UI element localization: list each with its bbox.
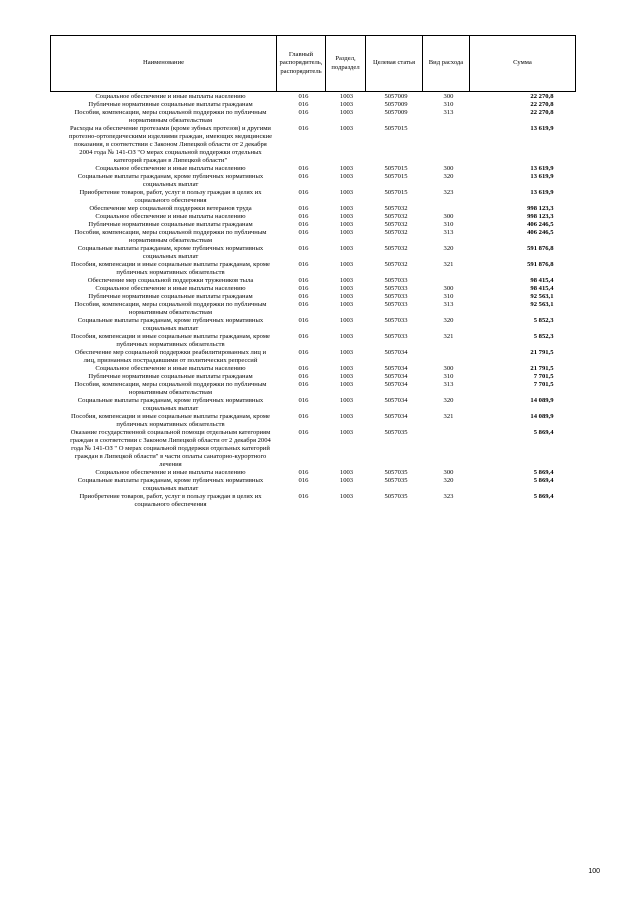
cell-admin: 016 xyxy=(298,285,309,292)
cell-section: 1003 xyxy=(339,285,354,292)
cell-target: 5057034 xyxy=(384,373,408,380)
cell-name: Обеспечение мер социальной поддержки реабилитированных лиц и лиц, признанных пострадавшими от политических репрессий xyxy=(74,349,267,364)
cell-sum: 21 791,5 xyxy=(530,349,554,356)
cell-kind: 313 xyxy=(443,301,454,308)
cell-kind: 313 xyxy=(443,109,454,116)
cell-kind xyxy=(423,349,470,365)
cell-section: 1003 xyxy=(339,333,354,340)
cell-target: 5057032 xyxy=(384,229,408,236)
cell-name: Социальные выплаты гражданам, кроме публичных нормативных социальных выплат xyxy=(77,173,264,188)
cell-section: 1003 xyxy=(339,245,354,252)
cell-admin: 016 xyxy=(298,261,309,268)
cell-kind: 321 xyxy=(443,333,454,340)
cell-target: 5057032 xyxy=(384,205,408,212)
cell-target: 5057015 xyxy=(384,189,408,196)
cell-admin: 016 xyxy=(298,109,309,116)
cell-target: 5057015 xyxy=(384,173,408,180)
table-row xyxy=(51,293,576,301)
cell-name: Социальные выплаты гражданам, кроме публичных нормативных социальных выплат xyxy=(77,245,264,260)
cell-admin: 016 xyxy=(298,229,309,236)
cell-admin: 016 xyxy=(298,373,309,380)
cell-target: 5057033 xyxy=(384,293,408,300)
header-section: Раздел, подраздел xyxy=(326,36,366,92)
table-row xyxy=(51,277,576,285)
cell-admin: 016 xyxy=(298,213,309,220)
cell-target: 5057032 xyxy=(384,245,408,252)
cell-target: 5057033 xyxy=(384,333,408,340)
cell-kind: 320 xyxy=(443,317,454,324)
table-row xyxy=(51,189,576,205)
cell-section: 1003 xyxy=(339,213,354,220)
cell-target: 5057035 xyxy=(384,477,408,484)
cell-kind: 300 xyxy=(443,93,454,100)
table-row xyxy=(51,333,576,349)
cell-target: 5057015 xyxy=(384,125,408,132)
table-row xyxy=(51,397,576,413)
cell-kind xyxy=(423,125,470,165)
cell-sum: 591 876,8 xyxy=(527,245,554,252)
cell-section: 1003 xyxy=(339,93,354,100)
table-row xyxy=(51,429,576,469)
cell-sum: 5 852,3 xyxy=(533,333,554,340)
cell-sum: 92 563,1 xyxy=(530,293,554,300)
cell-section: 1003 xyxy=(339,261,354,268)
cell-admin: 016 xyxy=(298,381,309,388)
cell-kind: 321 xyxy=(443,261,454,268)
cell-sum: 22 270,8 xyxy=(530,109,554,116)
cell-admin: 016 xyxy=(298,173,309,180)
cell-name: Оказание государственной социальной помощи отдельным категориям граждан в соответствии с Законом Липецкой области от 2 декабря 2004 года № 141-ОЗ " О мерах социальной поддержки отдельных категорий граждан в Липецкой области" в части оплаты санаторно-курортного лечения xyxy=(70,429,271,468)
cell-target: 5057033 xyxy=(384,285,408,292)
cell-name: Пособия, компенсации и иные социальные выплаты гражданам, кроме публичных нормативных обязательств xyxy=(71,261,270,276)
cell-name: Социальное обеспечение и иные выплаты населению xyxy=(95,213,246,220)
table-row xyxy=(51,245,576,261)
cell-sum: 13 619,9 xyxy=(530,125,554,132)
cell-sum: 22 270,8 xyxy=(530,101,554,108)
cell-admin: 016 xyxy=(298,429,309,436)
cell-admin: 016 xyxy=(298,365,309,372)
cell-name: Публичные нормативные социальные выплаты гражданам xyxy=(88,373,253,380)
cell-admin: 016 xyxy=(298,205,309,212)
cell-sum: 5 869,4 xyxy=(533,429,554,436)
cell-kind: 313 xyxy=(443,381,454,388)
cell-kind: 321 xyxy=(443,413,454,420)
cell-kind: 323 xyxy=(443,189,454,196)
cell-name: Социальное обеспечение и иные выплаты населению xyxy=(95,469,246,476)
cell-section: 1003 xyxy=(339,429,354,436)
cell-section: 1003 xyxy=(339,477,354,484)
header-admin: Главный распорядитель, распорядитель xyxy=(277,36,326,92)
cell-admin: 016 xyxy=(298,477,309,484)
cell-kind: 320 xyxy=(443,397,454,404)
cell-name: Приобретение товаров, работ, услуг в пользу граждан в целях их социального обеспечения xyxy=(79,189,262,204)
cell-target: 5057033 xyxy=(384,317,408,324)
cell-sum: 5 869,4 xyxy=(533,469,554,476)
cell-sum: 591 876,8 xyxy=(527,261,554,268)
table-row xyxy=(51,493,576,509)
cell-name: Социальное обеспечение и иные выплаты населению xyxy=(95,165,246,172)
table-row xyxy=(51,101,576,109)
cell-name: Публичные нормативные социальные выплаты гражданам xyxy=(88,221,253,228)
cell-admin: 016 xyxy=(298,301,309,308)
cell-admin: 016 xyxy=(298,245,309,252)
cell-target: 5057009 xyxy=(384,109,408,116)
cell-section: 1003 xyxy=(339,317,354,324)
cell-admin: 016 xyxy=(298,93,309,100)
cell-name: Обеспечение мер социальной поддержки ветеранов труда xyxy=(89,205,252,212)
table-row xyxy=(51,317,576,333)
cell-admin: 016 xyxy=(298,277,309,284)
cell-kind: 310 xyxy=(443,101,454,108)
header-name: Наименование xyxy=(51,36,277,92)
cell-name: Пособия, компенсации и иные социальные выплаты гражданам, кроме публичных нормативных обязательств xyxy=(71,333,270,348)
cell-section: 1003 xyxy=(339,277,354,284)
cell-name: Социальные выплаты гражданам, кроме публичных нормативных социальных выплат xyxy=(77,317,264,332)
cell-admin: 016 xyxy=(298,317,309,324)
cell-kind xyxy=(423,277,470,285)
cell-target: 5057032 xyxy=(384,213,408,220)
cell-name: Расходы на обеспечение протезами (кроме зубных протезов) и другими протезно-ортопедическими изделиями граждан, имеющих медицинские показания, в соответствии с Законом Липецкой области от 2 декабря 2004 года № 141-ОЗ "О мерах социальной поддержки отдельных категорий граждан в Липецкой области" xyxy=(68,125,273,164)
cell-admin: 016 xyxy=(298,397,309,404)
cell-kind xyxy=(423,205,470,213)
cell-target: 5057032 xyxy=(384,261,408,268)
cell-sum: 92 563,1 xyxy=(530,301,554,308)
cell-sum: 5 869,4 xyxy=(533,493,554,500)
table-row xyxy=(51,173,576,189)
cell-kind: 300 xyxy=(443,365,454,372)
cell-kind: 313 xyxy=(443,229,454,236)
table-body xyxy=(51,92,576,510)
cell-name: Социальные выплаты гражданам, кроме публичных нормативных социальных выплат xyxy=(77,477,264,492)
cell-kind: 300 xyxy=(443,285,454,292)
cell-admin: 016 xyxy=(298,469,309,476)
cell-target: 5057015 xyxy=(384,165,408,172)
table-row xyxy=(51,373,576,381)
cell-target: 5057034 xyxy=(384,413,408,420)
table-row xyxy=(51,477,576,493)
cell-name: Социальное обеспечение и иные выплаты населению xyxy=(95,285,246,292)
cell-admin: 016 xyxy=(298,189,309,196)
cell-sum: 14 089,9 xyxy=(530,413,554,420)
cell-name: Публичные нормативные социальные выплаты гражданам xyxy=(88,293,253,300)
cell-kind: 300 xyxy=(443,213,454,220)
cell-admin: 016 xyxy=(298,413,309,420)
cell-target: 5057035 xyxy=(384,469,408,476)
cell-name: Пособия, компенсации, меры социальной поддержки по публичным нормативным обязательствам xyxy=(74,301,267,316)
cell-section: 1003 xyxy=(339,101,354,108)
cell-section: 1003 xyxy=(339,229,354,236)
table-header xyxy=(51,36,576,92)
cell-target: 5057033 xyxy=(384,301,408,308)
cell-kind: 300 xyxy=(443,469,454,476)
cell-kind: 320 xyxy=(443,245,454,252)
cell-target: 5057035 xyxy=(384,493,408,500)
cell-section: 1003 xyxy=(339,221,354,228)
cell-section: 1003 xyxy=(339,205,354,212)
cell-name: Социальные выплаты гражданам, кроме публичных нормативных социальных выплат xyxy=(77,397,264,412)
cell-section: 1003 xyxy=(339,301,354,308)
cell-section: 1003 xyxy=(339,109,354,116)
cell-sum: 5 869,4 xyxy=(533,477,554,484)
cell-name: Социальное обеспечение и иные выплаты населению xyxy=(95,365,246,372)
cell-target: 5057034 xyxy=(384,365,408,372)
cell-kind: 300 xyxy=(443,165,454,172)
cell-section: 1003 xyxy=(339,469,354,476)
cell-sum: 98 415,4 xyxy=(530,285,554,292)
cell-name: Приобретение товаров, работ, услуг в пользу граждан в целях их социального обеспечения xyxy=(79,493,262,508)
table-row xyxy=(51,381,576,397)
cell-section: 1003 xyxy=(339,373,354,380)
cell-sum: 7 701,5 xyxy=(533,381,554,388)
cell-sum: 7 701,5 xyxy=(533,373,554,380)
page-number: 100 xyxy=(588,868,600,875)
cell-name: Пособия, компенсации, меры социальной поддержки по публичным нормативным обязательствам xyxy=(74,381,267,396)
cell-target: 5057009 xyxy=(384,101,408,108)
cell-target: 5057034 xyxy=(384,397,408,404)
cell-admin: 016 xyxy=(298,221,309,228)
table-row xyxy=(51,365,576,373)
table-row xyxy=(51,109,576,125)
table-row xyxy=(51,349,576,365)
cell-target: 5057035 xyxy=(384,429,408,436)
cell-sum: 13 619,9 xyxy=(530,189,554,196)
table-row xyxy=(51,165,576,173)
header-sum: Сумма xyxy=(470,36,576,92)
cell-section: 1003 xyxy=(339,173,354,180)
budget-table xyxy=(50,35,576,509)
cell-admin: 016 xyxy=(298,333,309,340)
table-row xyxy=(51,92,576,102)
cell-section: 1003 xyxy=(339,493,354,500)
table-row xyxy=(51,229,576,245)
cell-name: Публичные нормативные социальные выплаты гражданам xyxy=(88,101,253,108)
cell-name: Пособия, компенсации, меры социальной поддержки по публичным нормативным обязательствам xyxy=(74,229,267,244)
table-row xyxy=(51,261,576,277)
cell-name: Пособия, компенсации, меры социальной поддержки по публичным нормативным обязательствам xyxy=(74,109,267,124)
cell-kind: 310 xyxy=(443,373,454,380)
cell-admin: 016 xyxy=(298,125,309,132)
header-kind: Вид расхода xyxy=(423,36,470,92)
cell-sum: 22 270,8 xyxy=(530,93,554,100)
cell-target: 5057009 xyxy=(384,93,408,100)
cell-sum: 98 415,4 xyxy=(530,277,554,284)
cell-sum: 406 246,5 xyxy=(527,221,554,228)
cell-sum: 21 791,5 xyxy=(530,365,554,372)
table-row xyxy=(51,469,576,477)
cell-kind xyxy=(423,429,470,469)
table-row xyxy=(51,413,576,429)
cell-admin: 016 xyxy=(298,493,309,500)
cell-sum: 14 089,9 xyxy=(530,397,554,404)
cell-sum: 13 619,9 xyxy=(530,165,554,172)
cell-section: 1003 xyxy=(339,189,354,196)
cell-admin: 016 xyxy=(298,101,309,108)
cell-name: Пособия, компенсации и иные социальные выплаты гражданам, кроме публичных нормативных обязательств xyxy=(71,413,270,428)
cell-section: 1003 xyxy=(339,381,354,388)
cell-target: 5057034 xyxy=(384,381,408,388)
table-row xyxy=(51,213,576,221)
cell-section: 1003 xyxy=(339,165,354,172)
cell-section: 1003 xyxy=(339,413,354,420)
cell-name: Социальное обеспечение и иные выплаты населению xyxy=(95,93,246,100)
cell-target: 5057033 xyxy=(384,277,408,284)
cell-sum: 998 123,3 xyxy=(527,205,554,212)
cell-kind: 323 xyxy=(443,493,454,500)
cell-kind: 310 xyxy=(443,293,454,300)
cell-sum: 13 619,9 xyxy=(530,173,554,180)
cell-section: 1003 xyxy=(339,293,354,300)
header-target: Целевая статья xyxy=(366,36,423,92)
cell-sum: 998 123,3 xyxy=(527,213,554,220)
table-row xyxy=(51,205,576,213)
cell-kind: 320 xyxy=(443,477,454,484)
cell-section: 1003 xyxy=(339,349,354,356)
cell-admin: 016 xyxy=(298,165,309,172)
table-row xyxy=(51,285,576,293)
table-row xyxy=(51,125,576,165)
cell-sum: 5 852,3 xyxy=(533,317,554,324)
cell-sum: 406 246,5 xyxy=(527,229,554,236)
cell-kind: 310 xyxy=(443,221,454,228)
cell-section: 1003 xyxy=(339,365,354,372)
cell-admin: 016 xyxy=(298,349,309,356)
cell-section: 1003 xyxy=(339,397,354,404)
table-row xyxy=(51,221,576,229)
cell-admin: 016 xyxy=(298,293,309,300)
table-row xyxy=(51,301,576,317)
cell-section: 1003 xyxy=(339,125,354,132)
cell-target: 5057034 xyxy=(384,349,408,356)
cell-target: 5057032 xyxy=(384,221,408,228)
cell-kind: 320 xyxy=(443,173,454,180)
cell-name: Обеспечение мер социальной поддержки тружеников тыла xyxy=(87,277,254,284)
